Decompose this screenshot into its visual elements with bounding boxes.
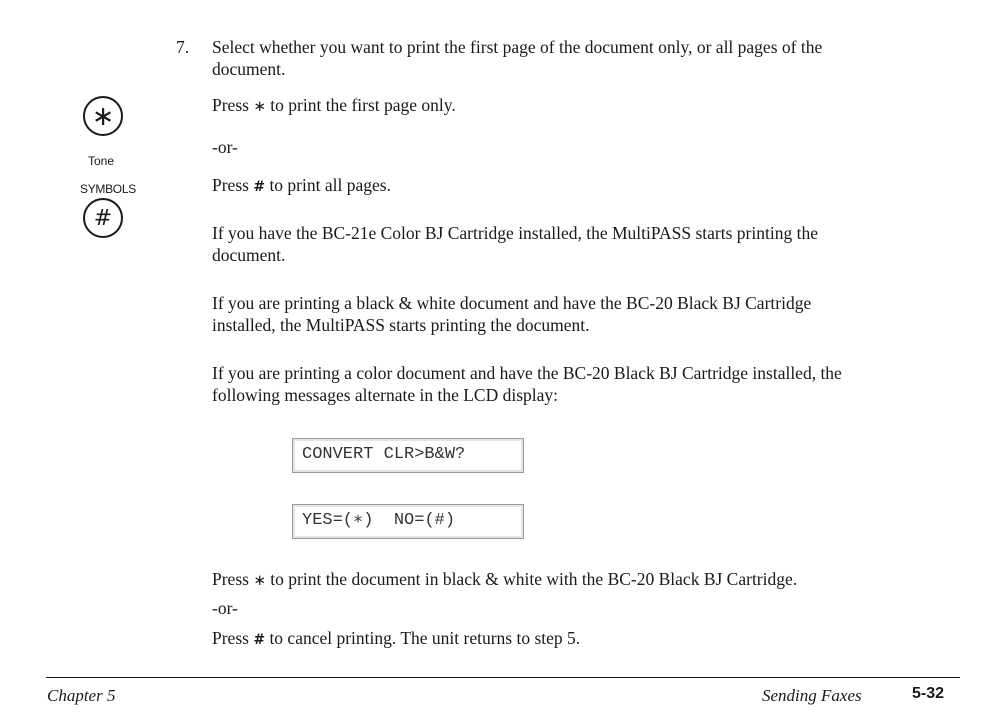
footer-chapter: Chapter 5 (47, 686, 116, 705)
tone-label: Tone (88, 154, 115, 168)
para-color-line-1: If you have the BC-21e Color BJ Cartridge installed, the MultiPASS starts printing the (212, 223, 818, 243)
hash-key-symbol: # (93, 205, 113, 231)
para-bw-line-1: If you are printing a black & white document and have the BC-20 Black BJ Cartridge (212, 293, 812, 313)
step-text-line-2: document. (212, 59, 286, 79)
press-hash-cancel (212, 628, 580, 651)
or-separator-2: -or- (212, 598, 238, 618)
para-color-line-2: document. (212, 245, 286, 265)
star-inline-icon: ∗ (253, 571, 266, 589)
footer-section-title: Sending Faxes (762, 686, 862, 705)
instruction-text: to print all pages. (269, 175, 391, 195)
hash-inline-icon: # (253, 179, 266, 195)
instruction-text: to cancel printing. The unit returns to step 5. (269, 628, 581, 648)
hash-key-icon (83, 198, 123, 238)
star-key-symbol: ∗ (91, 100, 115, 132)
footer-rule (46, 677, 960, 678)
symbols-label: SYMBOLS (80, 182, 136, 196)
press-word: Press (212, 95, 249, 115)
press-star-black-white (212, 569, 797, 591)
hash-inline-icon: # (253, 632, 266, 648)
press-star-first-page (212, 95, 456, 117)
press-word: Press (212, 569, 249, 589)
or-separator-1: -or- (212, 137, 238, 157)
instruction-text: to print the first page only. (270, 95, 456, 115)
star-inline-icon: ∗ (253, 97, 266, 115)
press-word: Press (212, 628, 249, 648)
para-bw-line-2: installed, the MultiPASS starts printing the document. (212, 315, 590, 335)
para-color-bw-line-1: If you are printing a color document and have the BC-20 Black BJ Cartridge installed, the (212, 363, 842, 383)
lcd-display-yes-no: YES=(∗) NO=(#) (292, 504, 524, 539)
star-key-icon (83, 96, 123, 136)
press-word: Press (212, 175, 249, 195)
lcd-display-convert: CONVERT CLR>B&W? (292, 438, 524, 473)
para-color-bw-line-2: following messages alternate in the LCD display: (212, 385, 559, 405)
instruction-text: to print the document in black & white with the BC-20 Black BJ Cartridge. (270, 569, 798, 589)
press-hash-all-pages (212, 175, 391, 198)
step-text-line-1: Select whether you want to print the first page of the document only, or all pages of the (212, 37, 823, 57)
step-number: 7. (176, 37, 190, 57)
footer-page-number: 5-32 (912, 685, 945, 702)
